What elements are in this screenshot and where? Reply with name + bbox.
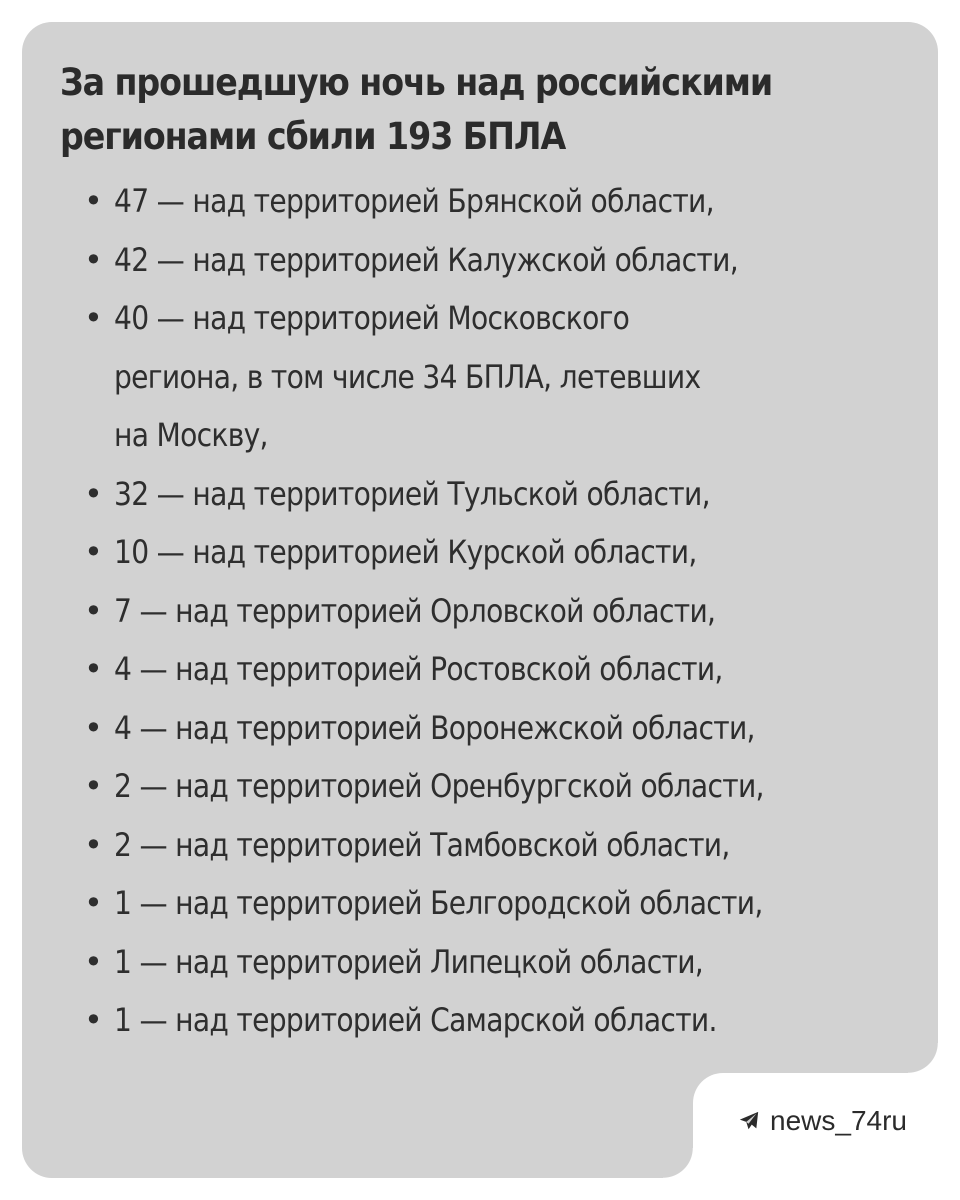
list-item-text: 42 — над территорией Калужской области, bbox=[114, 240, 738, 279]
list-item-text: 47 — над территорией Брянской области, bbox=[114, 182, 714, 220]
channel-name: news_74ru bbox=[770, 1105, 907, 1136]
bullet: • bbox=[84, 1001, 103, 1039]
channel-link[interactable] bbox=[738, 1105, 907, 1137]
list-item-text: 7 — над территорией Орловской области, bbox=[114, 591, 716, 630]
list-item bbox=[22, 991, 914, 1050]
list-item bbox=[22, 757, 914, 816]
list-item bbox=[22, 172, 914, 231]
bullet: • bbox=[84, 240, 103, 279]
headline-line-1: За прошедшую ночь над российскими bbox=[60, 61, 773, 104]
telegram-plane-icon bbox=[738, 1110, 760, 1132]
list-item bbox=[22, 933, 914, 992]
bullet: • bbox=[84, 767, 103, 805]
list-item-text: 4 — над территорией Воронежской области, bbox=[114, 708, 755, 747]
list-item bbox=[22, 523, 914, 582]
news-card bbox=[22, 22, 938, 1178]
list-item-text: 32 — над территорией Тульской области, bbox=[114, 474, 710, 513]
list-item bbox=[22, 231, 914, 290]
bullet: • bbox=[84, 182, 103, 220]
list-item-text: 40 — над территорией Московского региона, в том числе 34 БПЛА, летевших на Москву, bbox=[114, 299, 701, 454]
list-item-text: 1 — над территорией Липецкой области, bbox=[114, 942, 704, 981]
headline-line-2: регионами сбили 193 БПЛА bbox=[60, 115, 566, 158]
bullet: • bbox=[84, 708, 103, 747]
source-tab bbox=[693, 1073, 938, 1178]
list-item-text: 1 — над территорией Самарской области. bbox=[114, 1001, 717, 1039]
bullet: • bbox=[84, 474, 103, 513]
region-list bbox=[22, 172, 938, 1050]
list-item bbox=[22, 816, 914, 875]
list-item-text: 1 — над территорией Белгородской области, bbox=[114, 884, 763, 922]
list-item-text: 2 — над территорией Оренбургской области, bbox=[114, 767, 764, 805]
bullet: • bbox=[84, 650, 103, 688]
headline bbox=[60, 56, 834, 164]
bullet: • bbox=[84, 533, 103, 571]
bullet: • bbox=[84, 884, 103, 922]
bullet: • bbox=[84, 825, 103, 864]
bullet: • bbox=[84, 299, 103, 337]
list-item bbox=[22, 289, 914, 465]
bullet: • bbox=[84, 942, 103, 981]
bullet: • bbox=[84, 591, 103, 630]
list-item-text: 4 — над территорией Ростовской области, bbox=[114, 650, 723, 688]
list-item bbox=[22, 465, 914, 524]
list-item bbox=[22, 874, 914, 933]
list-item-text: 10 — над территорией Курской области, bbox=[114, 533, 697, 571]
list-item bbox=[22, 640, 914, 699]
list-item-text: 2 — над территорией Тамбовской области, bbox=[114, 825, 730, 864]
list-item bbox=[22, 699, 914, 758]
list-item bbox=[22, 582, 914, 641]
